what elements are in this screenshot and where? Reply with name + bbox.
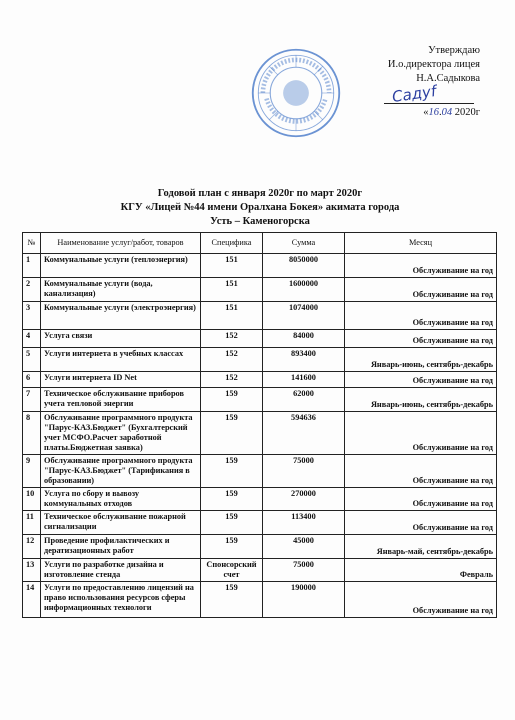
header-sum: Сумма xyxy=(263,233,345,254)
table-row xyxy=(23,278,497,302)
row-service-name: Техническое обслуживание пожарной сигнализации xyxy=(41,511,201,535)
row-specification: Спонсорский счет xyxy=(201,559,263,582)
row-number: 11 xyxy=(23,511,41,535)
row-sum: 62000 xyxy=(263,388,345,412)
row-number: 10 xyxy=(23,488,41,511)
table-row xyxy=(23,559,497,582)
row-specification: 151 xyxy=(201,278,263,302)
row-number: 14 xyxy=(23,582,41,618)
row-specification: 159 xyxy=(201,388,263,412)
table-body xyxy=(23,254,497,618)
row-specification: 159 xyxy=(201,455,263,488)
date-year: 2020г xyxy=(454,107,480,118)
row-specification: 159 xyxy=(201,582,263,618)
approval-date: «16.04 2020г xyxy=(423,107,480,118)
row-specification: 152 xyxy=(201,372,263,388)
row-sum: 84000 xyxy=(263,330,345,348)
row-sum: 75000 xyxy=(263,455,345,488)
row-service-name: Коммунальные услуги (вода, канализация) xyxy=(41,278,201,302)
row-month: Обслуживание на год xyxy=(345,488,497,511)
row-service-name: Услуги интернета в учебных классах xyxy=(41,348,201,372)
handwritten-signature: Садуf xyxy=(390,82,438,106)
row-number: 13 xyxy=(23,559,41,582)
row-month: Обслуживание на год xyxy=(345,372,497,388)
row-service-name: Услуги по предоставлению лицензий на право использования ресурсов сферы информационных технологи xyxy=(41,582,201,618)
signature-line xyxy=(384,103,474,104)
row-specification: 152 xyxy=(201,330,263,348)
row-month: Обслуживание на год xyxy=(345,330,497,348)
header-name: Наименование услуг/работ, товаров xyxy=(41,233,201,254)
table-row xyxy=(23,302,497,330)
approval-line-3: Н.А.Садыкова xyxy=(416,73,480,84)
row-number: 6 xyxy=(23,372,41,388)
official-seal-icon xyxy=(250,47,342,139)
date-month: 04 xyxy=(441,107,453,118)
row-service-name: Техническое обслуживание приборов учета тепловой энергии xyxy=(41,388,201,412)
table-row xyxy=(23,348,497,372)
table-row xyxy=(23,254,497,278)
row-specification: 151 xyxy=(201,254,263,278)
table-header-row xyxy=(23,233,497,254)
row-specification: 151 xyxy=(201,302,263,330)
row-number: 8 xyxy=(23,412,41,455)
row-specification: 159 xyxy=(201,511,263,535)
row-month: Обслуживание на год xyxy=(345,455,497,488)
row-sum: 141600 xyxy=(263,372,345,388)
row-number: 12 xyxy=(23,535,41,559)
row-sum: 270000 xyxy=(263,488,345,511)
table-row xyxy=(23,412,497,455)
row-sum: 113400 xyxy=(263,511,345,535)
row-specification: 159 xyxy=(201,488,263,511)
header-month: Месяц xyxy=(345,233,497,254)
table-row xyxy=(23,330,497,348)
row-month: Февраль xyxy=(345,559,497,582)
header-spec: Специфика xyxy=(201,233,263,254)
approval-block xyxy=(370,44,480,118)
table-row xyxy=(23,511,497,535)
row-month: Январь-май, сентябрь-декабрь xyxy=(345,535,497,559)
approval-line-2: И.о.директора лицея xyxy=(387,59,480,70)
row-number: 2 xyxy=(23,278,41,302)
row-service-name: Услуга по сбору и вывозу коммунальных отходов xyxy=(41,488,201,511)
row-sum: 893400 xyxy=(263,348,345,372)
row-number: 1 xyxy=(23,254,41,278)
row-sum: 594636 xyxy=(263,412,345,455)
row-sum: 190000 xyxy=(263,582,345,618)
row-service-name: Услуги интернета ID Net xyxy=(41,372,201,388)
row-sum: 45000 xyxy=(263,535,345,559)
date-open-quote: « xyxy=(423,107,429,118)
row-month: Январь-июнь, сентябрь-декабрь xyxy=(345,348,497,372)
row-service-name: Коммунальные услуги (электроэнергия) xyxy=(41,302,201,330)
row-month: Обслуживание на год xyxy=(345,302,497,330)
doc-title-line-1: Годовой план с января 2020г по март 2020г xyxy=(157,188,363,199)
row-month: Обслуживание на год xyxy=(345,278,497,302)
table-row xyxy=(23,488,497,511)
doc-title-line-3: Усть – Каменогорска xyxy=(210,216,310,227)
header-number: № xyxy=(23,233,41,254)
row-number: 4 xyxy=(23,330,41,348)
row-number: 5 xyxy=(23,348,41,372)
row-sum: 1600000 xyxy=(263,278,345,302)
row-service-name: Коммунальные услуги (теплоэнергия) xyxy=(41,254,201,278)
row-month: Январь-июнь, сентябрь-декабрь xyxy=(345,388,497,412)
row-number: 9 xyxy=(23,455,41,488)
row-service-name: Услуги по разработке дизайна и изготовление стенда xyxy=(41,559,201,582)
row-month: Обслуживание на год xyxy=(345,582,497,618)
row-service-name: Услуга связи xyxy=(41,330,201,348)
plan-table xyxy=(22,232,497,618)
table-row xyxy=(23,388,497,412)
row-month: Обслуживание на год xyxy=(345,412,497,455)
row-specification: 159 xyxy=(201,535,263,559)
table-row xyxy=(23,372,497,388)
row-specification: 152 xyxy=(201,348,263,372)
table-row xyxy=(23,582,497,618)
row-number: 3 xyxy=(23,302,41,330)
row-number: 7 xyxy=(23,388,41,412)
approval-line-1: Утверждаю xyxy=(428,45,480,56)
row-month: Обслуживание на год xyxy=(345,254,497,278)
row-sum: 1074000 xyxy=(263,302,345,330)
row-sum: 8050000 xyxy=(263,254,345,278)
row-service-name: Обслуживание программного продукта "Парус-КАЗ.Бюджет" (Тарификания в образовании) xyxy=(41,455,201,488)
row-service-name: Проведение профилактических и дератизационных работ xyxy=(41,535,201,559)
doc-title-line-2: КГУ «Лицей №44 имени Оралхана Бокея» акимата города xyxy=(120,202,400,213)
row-sum: 75000 xyxy=(263,559,345,582)
row-specification: 159 xyxy=(201,412,263,455)
row-month: Обслуживание на год xyxy=(345,511,497,535)
table-row xyxy=(23,535,497,559)
table-row xyxy=(23,455,497,488)
row-service-name: Обслуживание программного продукта "Парус-КАЗ.Бюджет" (Бухгалтерский учет МСФО.Расчет заработной платы.Бюджетная заявка) xyxy=(41,412,201,455)
date-day: 16 xyxy=(428,107,439,118)
